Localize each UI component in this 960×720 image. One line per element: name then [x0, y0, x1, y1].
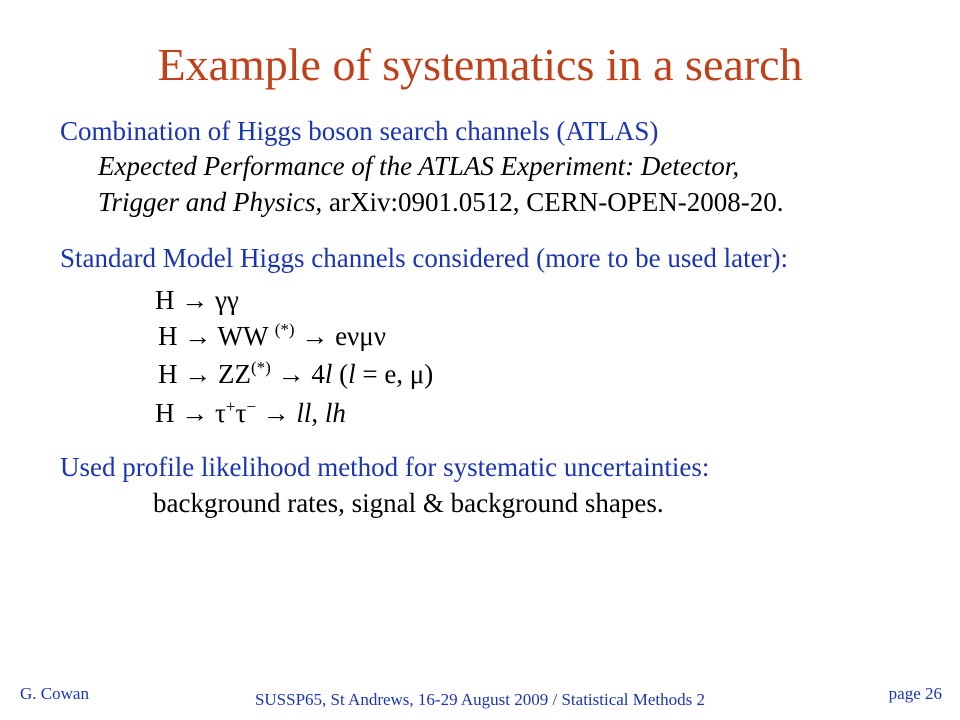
channel-italic: ll: [296, 398, 312, 428]
channel-gamma-gamma: [155, 285, 239, 316]
channel-text: H → ZZ: [158, 359, 251, 389]
channel-superscript: +: [225, 397, 236, 416]
channel-text: H → τ: [155, 398, 226, 428]
channel-text: (: [332, 359, 349, 389]
section-heading-channels: Standard Model Higgs channels considered (more to be used later):: [60, 243, 789, 273]
channel-text: H → γγ: [155, 285, 239, 315]
channel-text: → eνμν: [294, 321, 386, 351]
channel-zz: [158, 359, 433, 390]
channel-superscript: (*): [250, 358, 271, 377]
channel-text: H → WW: [158, 321, 275, 351]
channel-text: = e, μ): [355, 359, 434, 389]
section-heading-method: Used profile likelihood method for systematic uncertainties:: [60, 452, 710, 482]
channel-superscript: −: [246, 397, 256, 416]
channel-italic: l: [324, 359, 333, 389]
channel-text: τ: [235, 398, 247, 428]
reference-line-2: [98, 187, 783, 218]
channel-italic: l: [348, 359, 356, 389]
channel-text: →: [255, 398, 297, 428]
slide-title: Example of systematics in a search: [157, 39, 803, 90]
channel-italic: lh: [324, 398, 346, 428]
footer-author: G. Cowan: [20, 684, 89, 703]
channel-tau-tau: [155, 398, 346, 429]
channel-ww: [158, 321, 386, 352]
channel-text: → 4: [270, 359, 325, 389]
reference-title-italic: Trigger and Physics: [98, 187, 316, 217]
reference-details: , arXiv:0901.0512, CERN-OPEN-2008-20.: [315, 187, 784, 217]
footer-conference: SUSSP65, St Andrews, 16-29 August 2009 / Statistical Methods 2: [254, 690, 706, 709]
channel-superscript: (*): [274, 320, 295, 339]
reference-line-1: Expected Performance of the ATLAS Experiment: Detector,: [98, 151, 740, 181]
section-heading-combination: Combination of Higgs boson search channels (ATLAS): [60, 116, 659, 146]
method-details: background rates, signal & background shapes.: [153, 488, 664, 518]
channel-text: ,: [311, 398, 325, 428]
footer-page-number: page 26: [888, 684, 942, 703]
